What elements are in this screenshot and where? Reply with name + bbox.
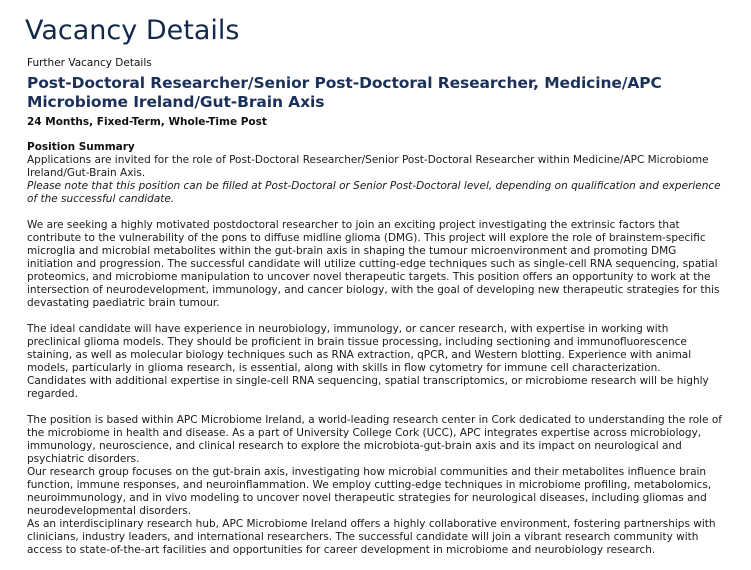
apc-location-paragraph: The position is based within APC Microbiome Ireland, a world-leading research center in Cork dedicated to understanding the role of the microbiome in health and disease. As a part of University College Cork (UCC), APC integrates expertise across microbiology, immunology, neuroscience, and clinical research to explore the microbiota-gut-brain axis and its impact on neurological and psychiatric disorders.	[27, 414, 722, 465]
spacer	[27, 206, 722, 219]
position-summary-heading: Position Summary	[27, 141, 135, 153]
page-subtitle: Further Vacancy Details	[27, 57, 152, 69]
research-group-paragraph: Our research group focuses on the gut-brain axis, investigating how microbial communities and their metabolites influence brain function, immune responses, and neuroinflammation. We employ cutting-edge techniques in microbiome profiling, metabolomics, neuroimmunology, and in vivo modeling to uncover novel therapeutic strategies for neurological diseases, including gliomas and neurodevelopmental disorders.	[27, 466, 712, 517]
ideal-candidate-paragraph: The ideal candidate will have experience in neurobiology, immunology, or cancer research, with expertise in working with preclinical glioma models. They should be proficient in brain tissue processing, including sectioning and immunofluorescence staining, as well as molecular biology techniques such as RNA extraction, qPCR, and Western blotting. Experience with animal models, particularly in glioma research, is essential, along with skills in flow cytometry for immune cell characterization. Candidates with additional expertise in single-cell RNA sequencing, spatial transcriptomics, or microbiome research will be highly regarded.	[27, 323, 709, 400]
intro-paragraph: Applications are invited for the role of Post-Doctoral Researcher/Senior Post-Doctoral Researcher within Medicine/APC Microbiome Ireland/Gut-Brain Axis.	[27, 154, 709, 179]
spacer	[27, 401, 722, 414]
page-title: Vacancy Details	[25, 15, 240, 46]
contract-details: 24 Months, Fixed-Term, Whole-Time Post	[27, 116, 267, 128]
level-note-paragraph: Please note that this position can be filled at Post-Doctoral or Senior Post-Doctoral level, depending on qualification and experience of the successful candidate.	[27, 180, 721, 205]
project-description-paragraph: We are seeking a highly motivated postdoctoral researcher to join an exciting project investigating the extrinsic factors that contribute to the vulnerability of the pons to diffuse midline glioma (DMG). This project will explore the role of brainstem-specific microglia and microbial metabolites within the gut-brain axis in shaping the tumour microenvironment and promoting DMG initiation and progression. The successful candidate will utilize cutting-edge techniques such as single-cell RNA sequencing, spatial proteomics, and microbiome manipulation to uncover novel therapeutic targets. This position offers an opportunity to work at the intersection of neurodevelopment, immunology, and cancer biology, with the goal of developing new therapeutic strategies for this devastating paediatric brain tumour.	[27, 219, 720, 309]
vacancy-content	[18, 52, 730, 568]
job-title: Post-Doctoral Researcher/Senior Post-Doctoral Researcher, Medicine/APC Microbiome Ireland/Gut-Brain Axis	[27, 74, 662, 111]
research-hub-paragraph: As an interdisciplinary research hub, APC Microbiome Ireland offers a highly collaborative environment, fostering partnerships with clinicians, industry leaders, and international researchers. The successful candidate will join a vibrant research community with access to state-of-the-art facilities and opportunities for career development in microbiome and neurobiology research.	[27, 518, 716, 556]
spacer	[27, 310, 722, 323]
